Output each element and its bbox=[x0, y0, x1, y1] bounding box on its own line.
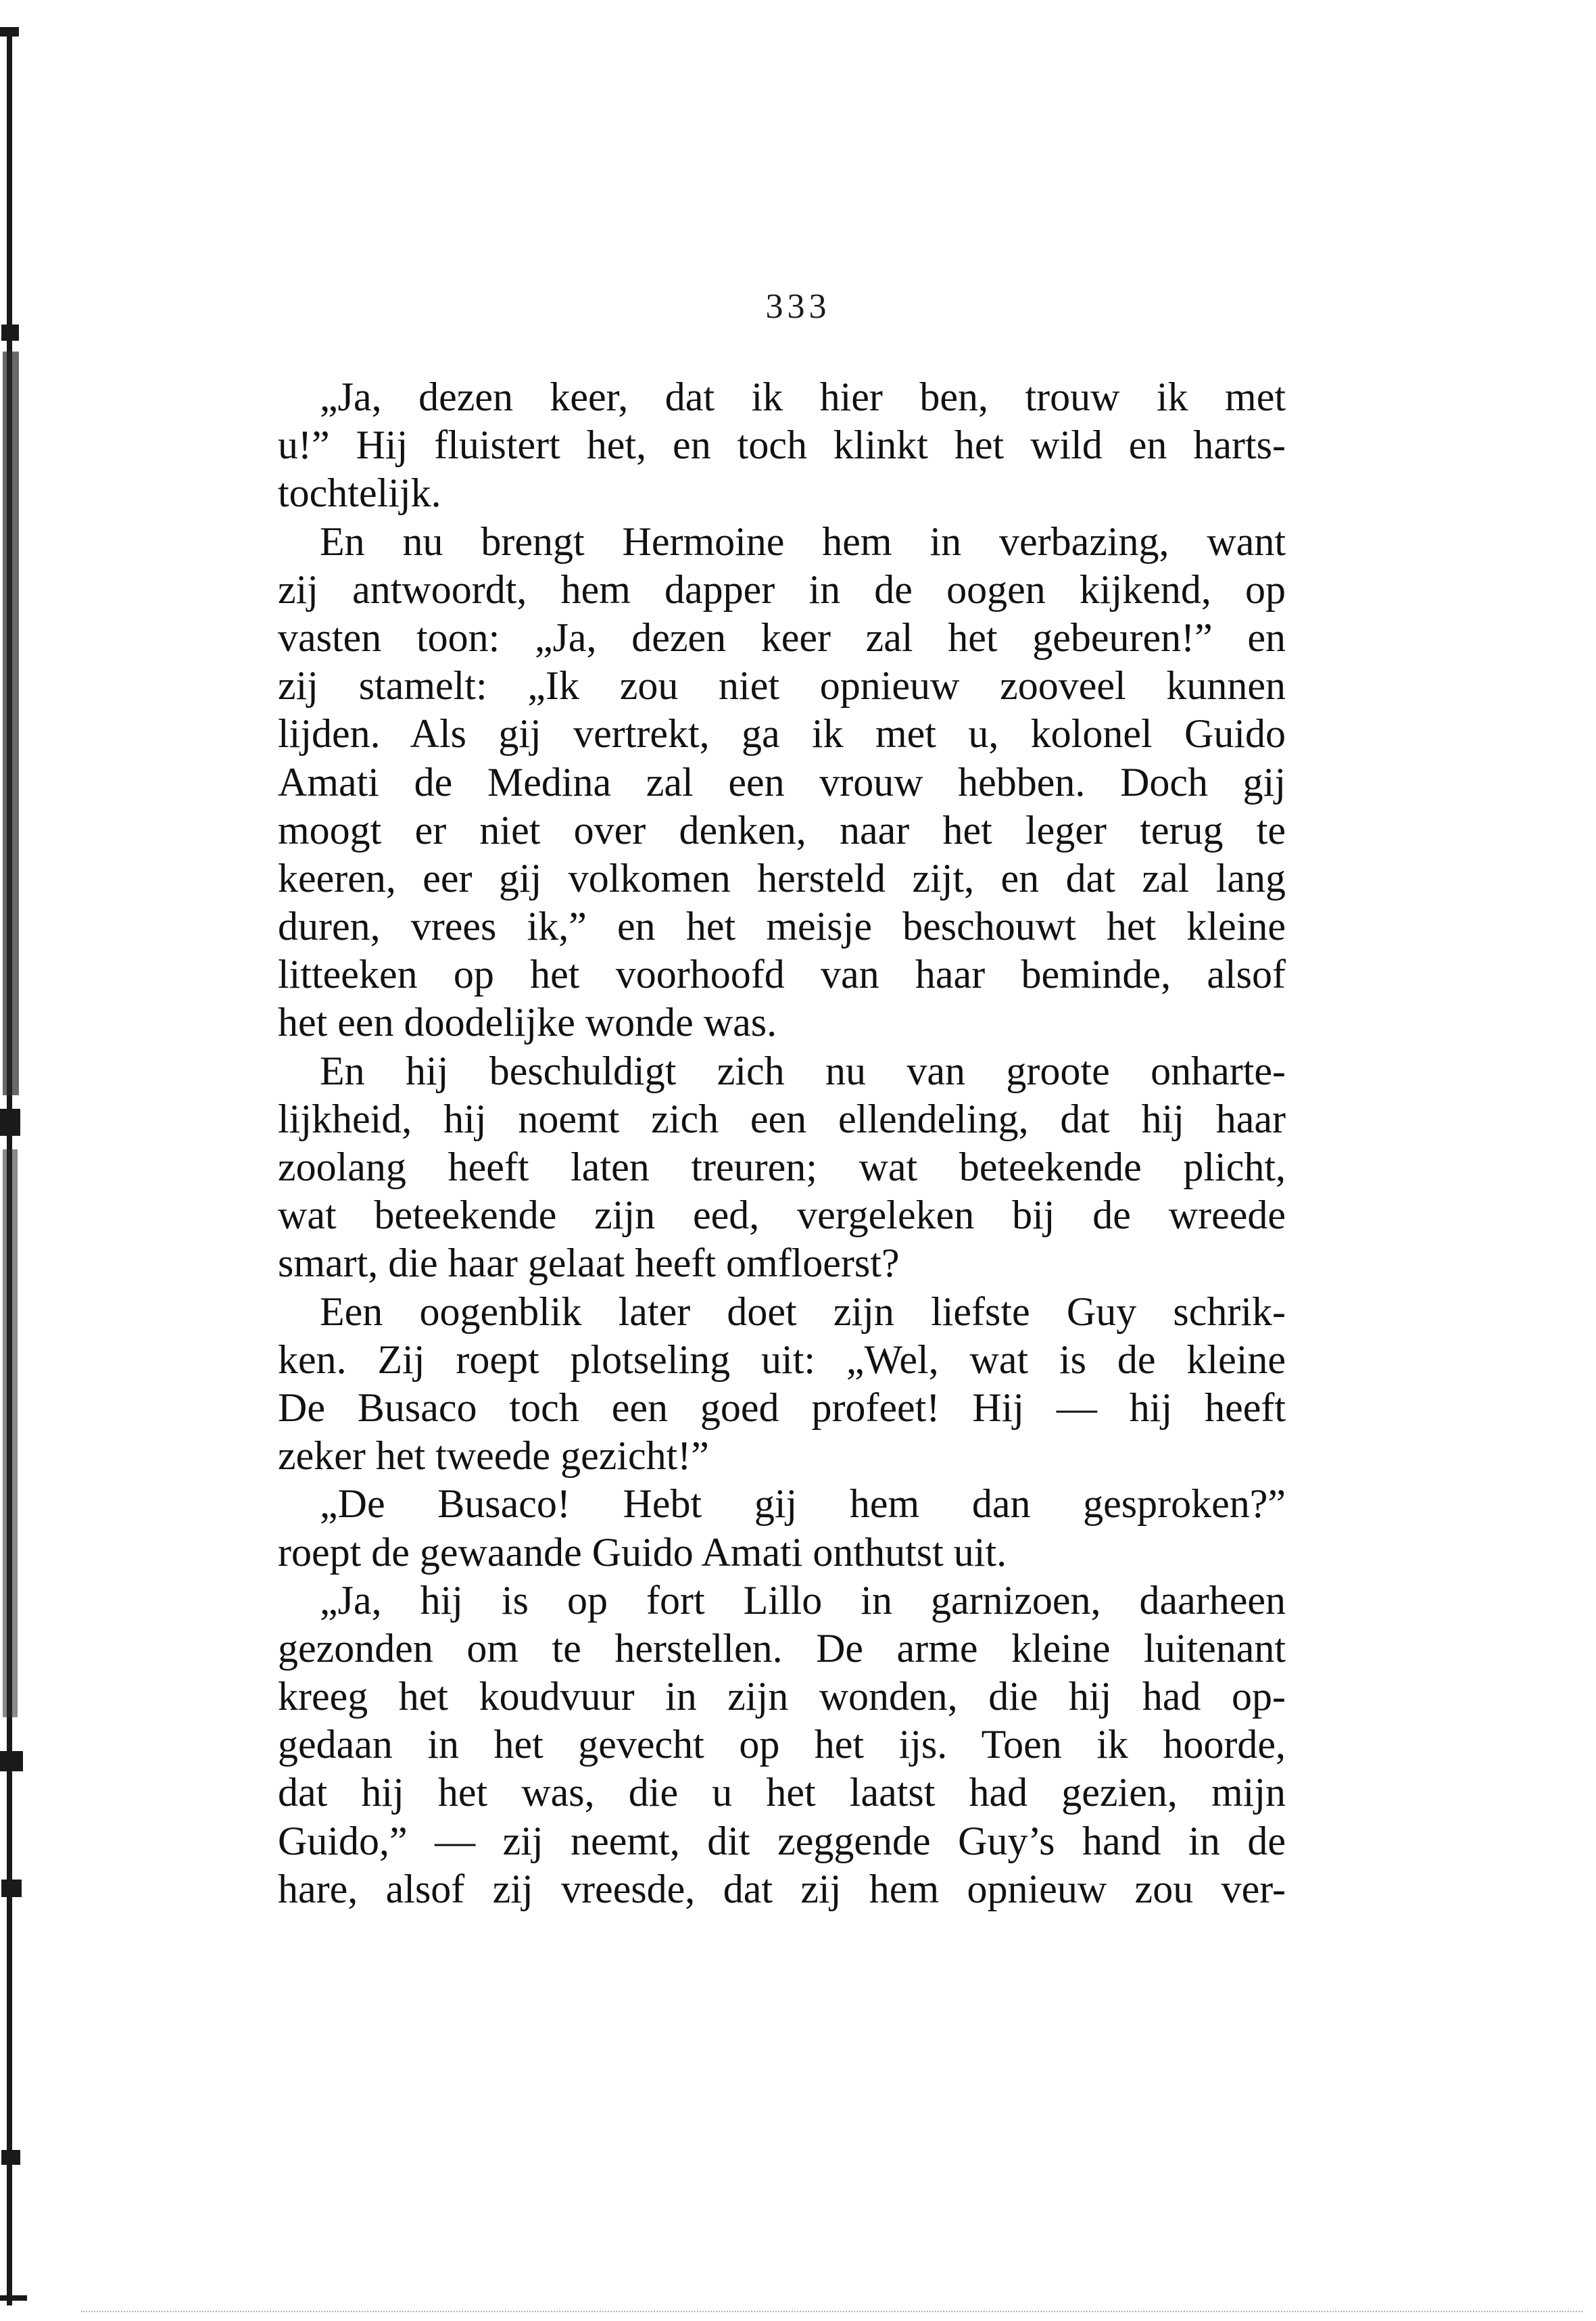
text-line: zij stamelt: „Ik zou niet opnieuw zooveel kunnen bbox=[278, 663, 1286, 709]
text-line: roept de gewaande Guido Amati onthutst uit. bbox=[278, 1529, 1007, 1575]
text-line: het een doodelijke wonde was. bbox=[278, 1000, 777, 1045]
text-line: gezonden om te herstellen. De arme kleine luitenant bbox=[278, 1625, 1286, 1671]
text-line: duren, vrees ik,” en het meisje beschouwt het kleine bbox=[278, 904, 1286, 949]
text-line: ken. Zij roept plotseling uit: „Wel, wat is de kleine bbox=[278, 1337, 1286, 1382]
text-line: „Ja, hij is op fort Lillo in garnizoen, daarheen bbox=[320, 1577, 1286, 1623]
text-line: wat beteekende zijn eed, vergeleken bij de wreede bbox=[278, 1193, 1286, 1238]
text-line: u!” Hij fluistert het, en toch klinkt het wild en harts- bbox=[278, 423, 1286, 468]
text-line: moogt er niet over denken, naar het leger terug te bbox=[278, 807, 1286, 853]
text-line: Amati de Medina zal een vrouw hebben. Doch gij bbox=[278, 759, 1286, 805]
bottom-scan-rule bbox=[81, 2311, 1582, 2312]
text-line: lijden. Als gij vertrekt, ga ik met u, kolonel Guido bbox=[278, 711, 1286, 757]
page-number: 333 bbox=[765, 287, 831, 326]
binding-edge bbox=[0, 0, 41, 2321]
text-line: zij antwoordt, hem dapper in de oogen kijkend, op bbox=[278, 567, 1286, 612]
text-line: En nu brengt Hermoine hem in verbazing, want bbox=[320, 519, 1286, 564]
text-line: zeker het tweede gezicht!” bbox=[278, 1433, 709, 1479]
text-line: smart, die haar gelaat heeft omfloerst? bbox=[278, 1241, 900, 1286]
text-line: En hij beschuldigt zich nu van groote onharte- bbox=[320, 1048, 1286, 1093]
text-line: De Busaco toch een goed profeet! Hij — hij heeft bbox=[278, 1385, 1286, 1430]
text-line: vasten toon: „Ja, dezen keer zal het gebeuren!” en bbox=[278, 615, 1286, 660]
text-line: „De Busaco! Hebt gij hem dan gesproken?” bbox=[320, 1481, 1286, 1527]
text-line: litteeken op het voorhoofd van haar beminde, alsof bbox=[278, 952, 1286, 997]
text-line: dat hij het was, die u het laatst had gezien, mijn bbox=[278, 1770, 1286, 1815]
text-line: hare, alsof zij vreesde, dat zij hem opnieuw zou ver- bbox=[278, 1866, 1286, 1911]
text-line: lijkheid, hij noemt zich een ellendeling, dat hij haar bbox=[278, 1096, 1286, 1141]
text-line: zoolang heeft laten treuren; wat beteekende plicht, bbox=[278, 1145, 1286, 1189]
body-text bbox=[278, 373, 1286, 1913]
text-line: Een oogenblik later doet zijn liefste Guy schrik- bbox=[320, 1289, 1286, 1334]
text-line: kreeg het koudvuur in zijn wonden, die hij had op- bbox=[278, 1674, 1286, 1719]
text-line: tochtelijk. bbox=[278, 471, 441, 516]
text-line: gedaan in het gevecht op het ijs. Toen ik hoorde, bbox=[278, 1722, 1286, 1767]
text-line: Guido,” — zij neemt, dit zeggende Guy’s hand in de bbox=[278, 1818, 1286, 1863]
text-line: „Ja, dezen keer, dat ik hier ben, trouw ik met bbox=[320, 375, 1286, 419]
text-line: keeren, eer gij volkomen hersteld zijt, en dat zal lang bbox=[278, 855, 1286, 901]
